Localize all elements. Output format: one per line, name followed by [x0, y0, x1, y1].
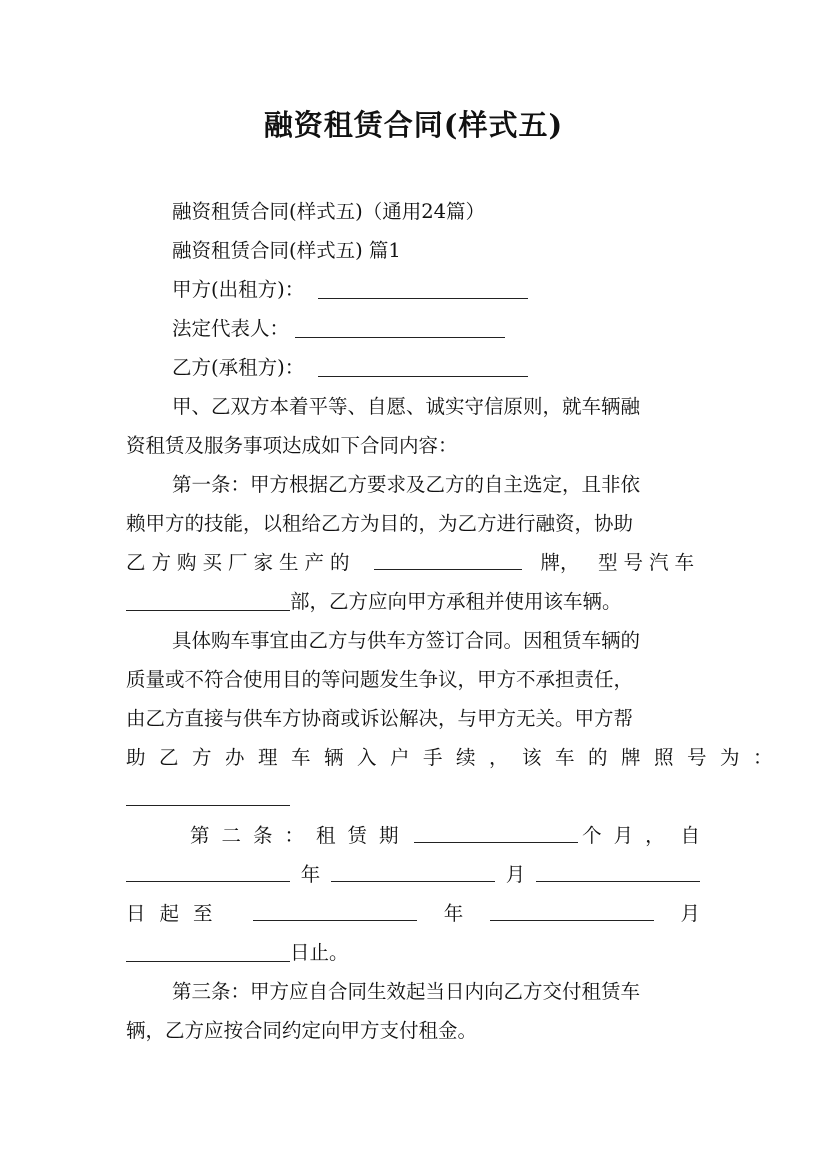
end-year-blank — [253, 902, 417, 921]
article-1-line: 赖甲方的技能，以租给乙方为目的，为乙方进行融资，协助 — [126, 512, 634, 535]
plate-number-blank — [126, 787, 290, 806]
quantity-text: 部，乙方应向甲方承租并使用该车辆。 — [290, 590, 622, 613]
end-month-text: 月 — [680, 902, 700, 925]
plate-number-line — [126, 785, 290, 809]
article-1-brand-line — [126, 551, 700, 575]
section-heading: 融资租赁合同(样式五) 篇1 — [172, 239, 401, 262]
end-day-blank — [126, 943, 290, 962]
legal-rep-blank — [295, 319, 505, 338]
article-1-line: 第一条：甲方根据乙方要求及乙方的自主选定，且非依 — [172, 473, 641, 496]
party-b-blank — [318, 358, 528, 377]
article-3-line: 第三条：甲方应自合同生效起当日内向乙方交付租赁车 — [172, 980, 641, 1003]
model-suffix: 型号汽车 — [597, 551, 700, 574]
end-day-text: 日止。 — [290, 941, 349, 964]
legal-rep-label: 法定代表人： — [172, 317, 290, 340]
subtitle-line: 融资租赁合同(样式五)（通用24篇） — [172, 200, 486, 223]
paragraph-2-line: 质量或不符合使用目的等问题发生争议，甲方不承担责任， — [126, 668, 634, 691]
brand-prefix: 乙方购买厂家生产的 — [126, 551, 356, 574]
lease-term-label: 第二条：租赁期 — [190, 824, 411, 847]
paragraph-2-line: 具体购车事宜由乙方与供车方签订合同。因租赁车辆的 — [172, 629, 641, 652]
end-day-line — [126, 941, 349, 965]
start-year-text: 年 — [300, 863, 321, 886]
months-text: 个月， — [582, 824, 677, 847]
paragraph-line: 资租赁及服务事项达成如下合同内容： — [126, 434, 458, 457]
paragraph-2-line: 由乙方直接与供车方协商或诉讼解决，与甲方无关。甲方帮 — [126, 707, 634, 730]
paragraph-2-line: 助乙方办理车辆入户手续，该车的牌照号为： — [126, 746, 787, 769]
legal-rep-line — [172, 317, 505, 341]
start-date-line — [126, 863, 700, 887]
start-to-text: 日起至 — [126, 902, 227, 925]
article-3-line: 辆，乙方应按合同约定向甲方支付租金。 — [126, 1019, 478, 1042]
start-day-blank — [536, 863, 700, 882]
party-b-line — [172, 356, 528, 380]
brand-suffix: 牌， — [540, 551, 580, 574]
end-year-text: 年 — [443, 902, 464, 925]
lease-months-blank — [414, 824, 578, 843]
party-b-label: 乙方(承租方)： — [172, 356, 305, 379]
start-month-blank — [331, 863, 495, 882]
document-title: 融资租赁合同(样式五) — [263, 108, 564, 142]
start-year-blank — [126, 863, 290, 882]
model-blank — [126, 592, 290, 611]
party-a-blank — [318, 280, 528, 299]
start-month-text: 月 — [505, 863, 526, 886]
manufacturer-blank — [374, 551, 522, 570]
article-2-line — [190, 824, 700, 848]
from-text: 自 — [680, 824, 700, 847]
article-1-quantity-line — [126, 590, 622, 614]
paragraph-line: 甲、乙双方本着平等、自愿、诚实守信原则，就车辆融 — [172, 395, 641, 418]
party-a-label: 甲方(出租方)： — [172, 278, 305, 301]
party-a-line — [172, 278, 528, 302]
end-month-blank — [490, 902, 654, 921]
end-date-line — [126, 902, 700, 926]
